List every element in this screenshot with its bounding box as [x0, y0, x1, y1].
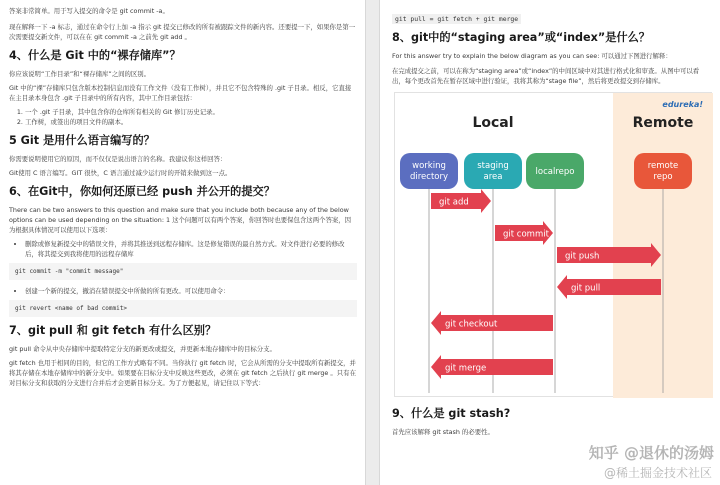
- q4-list-item: 1. 一个 .git 子目录，其中包含你的仓库所有相关的 Git 修订历史记录。: [25, 107, 357, 117]
- stage-box-label: localrepo: [535, 167, 575, 177]
- git-workflow-diagram: [394, 92, 712, 397]
- local-title: Local: [472, 115, 514, 131]
- stage-box-label: remote: [647, 161, 679, 171]
- watermark-zhihu: 知乎 @退休的汤姆: [588, 444, 714, 462]
- command-arrow-label: git commit: [503, 229, 549, 240]
- heading-q5: 5 Git 是用什么语言编写的？: [9, 134, 155, 147]
- q6-bullet-1: • 删除或修复新提交中的错误文件，并将其推送到远程存储库。这是修复错误的最自然方式。对文件进行必要的修改后，将其提交到我将使用的远程存储库: [25, 239, 357, 259]
- code-block-commit: git commit -m "commit message": [9, 263, 357, 280]
- q7-para-2: git fetch 也用于相同的目的，但它的工作方式略有不同。当你执行 git fetch 时，它会从所需的分支中提取所有新提交，并将其存储在本地存储库中的新分支中。如果要在目标分支中反映这些更改，必须在 git fetch 之后执行 git merge 。只有在对目标分支和获取的分支进行合并后才会更新目标分支。为了方便起见，请记住以下等式：: [9, 359, 356, 387]
- command-arrow-label: git add: [439, 197, 469, 208]
- intro-para-2: 现在解释一下 -a 标志，通过在命令行上加 -a 指示 git 提交已修改的所有被跟踪文件的新内容。还要提一下，如果你是第一次需要提交新文件，可以在在 git commit -a 之前先 git add 。: [9, 23, 356, 41]
- stage-box-label: directory: [409, 172, 449, 182]
- command-arrow-label: git checkout: [445, 319, 498, 330]
- equation-code: git pull = git fetch + git merge: [392, 14, 521, 24]
- stage-box-label: repo: [653, 172, 673, 182]
- heading-q6: 6、在Git中，你如何还原已经 push 并公开的提交？: [9, 185, 275, 198]
- stage-box: [400, 153, 458, 189]
- right-page: [379, 0, 720, 485]
- q4-list: [9, 107, 357, 127]
- q4-para-1: 你应该说明“工作目录”和“裸存储库”之间的区别。: [9, 70, 151, 78]
- stage-box: [634, 153, 692, 189]
- stage-box-label: area: [483, 172, 503, 182]
- q6-bullet-2: • 创建一个新的提交，撤消在错误提交中所做的所有更改。可以使用命令：: [25, 286, 357, 296]
- q4-para-2: Git 中的“裸”存储库只包含版本控制信息而没有工作文件（没有工作树），并且它不包含特殊的 .git 子目录。相反，它直接在主目录本身包含 .git 子目录中的所有内容，其中工作目录包括：: [9, 84, 352, 102]
- command-arrow-label: git merge: [445, 363, 487, 374]
- heading-q9: 9、什么是 git stash?: [392, 407, 511, 420]
- stage-box: [464, 153, 522, 189]
- q6-list-2: [9, 286, 357, 296]
- heading-q7: 7、git pull 和 git fetch 有什么区别？: [9, 324, 217, 337]
- q5-para-1: 你需要说明使用它的原因，而不仅仅是说出语言的名称。我建议你这样回答：: [9, 155, 227, 163]
- stage-box-label: working: [412, 161, 446, 171]
- q8-para-2: 在完成提交之前，可以在称为“staging area”或“index”的中间区域中对其进行格式化和审查。从图中可以看出，每个更改首先在暂存区域中进行验证，我将其称为“stage file”，然后将更改提交到存储库。: [392, 67, 700, 85]
- q4-list-item: 2. 工作树，或签出的项目文件的副本。: [25, 117, 357, 127]
- brand-logo: edureka!: [662, 100, 703, 109]
- heading-q8: 8、git中的“staging area”或“index”是什么？: [392, 31, 650, 44]
- intro-para-1: 答案非常简单。用于写入提交的命令是 git commit -a。: [9, 7, 169, 15]
- q5-para-2: Git使用 C 语言编写。GIT 很快，C 语言通过减少运行时的开销来做到这一点。: [9, 169, 232, 177]
- q6-list: [9, 239, 357, 259]
- q7-para-1: git pull 命令从中央存储库中提取特定分支的新更改或提交，并更新本地存储库中的目标分支。: [9, 345, 276, 353]
- stage-box-label: staging: [477, 161, 509, 171]
- command-arrow-label: git pull: [571, 283, 601, 294]
- diagram-svg: [395, 93, 713, 398]
- q8-para-1: For this answer try to explain the below diagram as you can see: 可以通过下图进行解释：: [392, 52, 672, 60]
- heading-q4: 4、什么是 Git 中的“裸存储库”？: [9, 49, 181, 62]
- command-arrow-label: git push: [565, 251, 600, 262]
- q9-para: 首先应该解释 git stash 的必要性。: [392, 428, 494, 436]
- watermark-juejin: @稀土掘金技术社区: [603, 466, 712, 480]
- remote-title: Remote: [632, 115, 694, 131]
- code-block-revert: git revert <name of bad commit>: [9, 300, 357, 317]
- q6-para-1: There can be two answers to this question and make sure that you include both because any of the below options can be used depending on the situation: 1 这个问题可以有两个答案，你回答时也要保包含这两个答案，因为根据具体情况可以使用以下选项：: [9, 206, 352, 234]
